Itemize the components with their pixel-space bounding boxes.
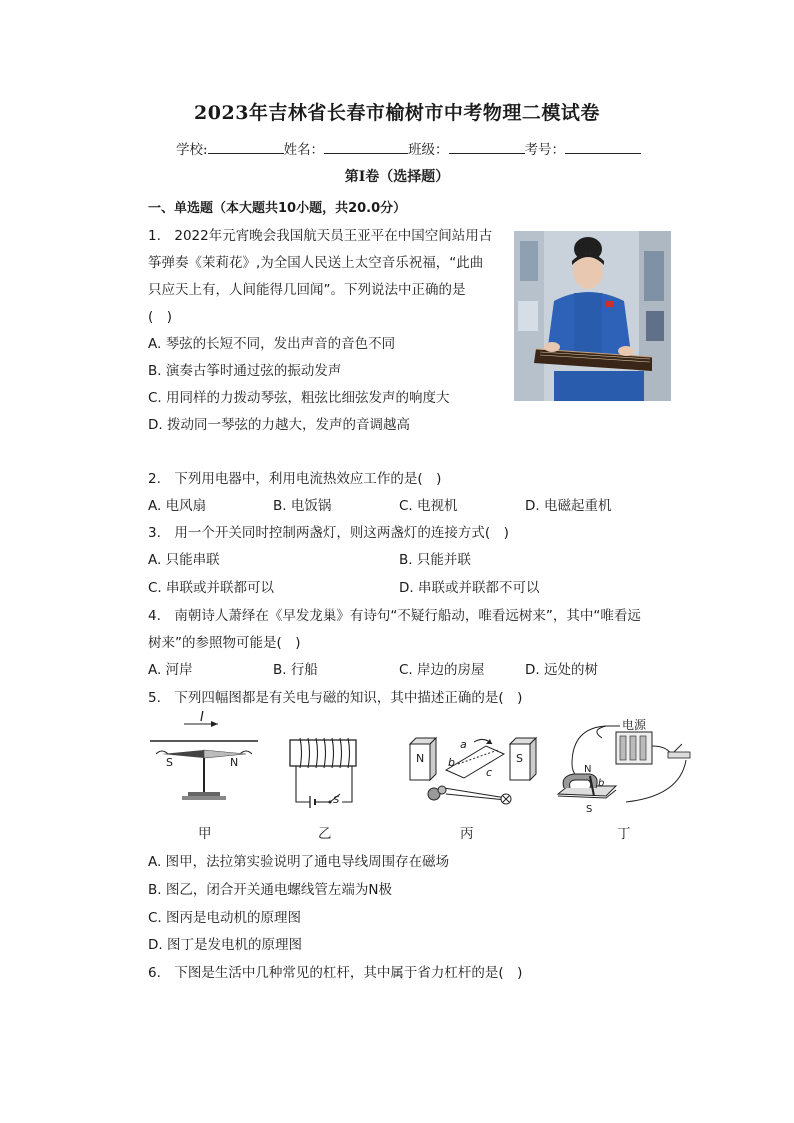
fig-yi-switch-label: S — [333, 795, 340, 806]
part-title: 第I卷（选择题） — [344, 169, 450, 185]
figure-jia-oersted — [148, 712, 260, 812]
school-label: 学校: — [176, 142, 208, 158]
q3-option-b: B. 只能并联 — [399, 552, 471, 568]
fig-ding-n-label: N — [584, 764, 592, 775]
q4-line-2: 树来”的参照物可能是( ) — [148, 635, 301, 651]
q2-stem: 2. 下列用电器中，利用电流热效应工作的是( ) — [148, 471, 442, 487]
q3-option-d: D. 串联或并联都不可以 — [399, 580, 540, 596]
q3-option-a: A. 只能串联 — [148, 552, 220, 568]
q1-option-b: B. 演奏古筝时通过弦的振动发声 — [148, 363, 342, 379]
q5-option-d: D. 图丁是发电机的原理图 — [148, 937, 302, 953]
figure-bing-magnet-wire — [406, 732, 540, 812]
section-title: 一、单选题（本大题共10小题，共20.0分） — [148, 201, 407, 216]
q1-line-3: 只应天上有，人间能得几回闻”。下列说法中正确的是 — [148, 282, 466, 298]
fig-jia-n-label: N — [230, 756, 239, 769]
name-blank — [324, 139, 408, 154]
q1-line-1: 1. 2022年元宵晚会我国航天员王亚平在中国空间站用古 — [148, 228, 493, 244]
q6-stem: 6. 下图是生活中几种常见的杠杆，其中属于省力杠杆的是( ) — [148, 965, 523, 981]
class-blank — [449, 139, 525, 154]
figure-ding-power-rail — [550, 716, 700, 818]
figure-yi-solenoid — [284, 736, 364, 812]
q1-option-a: A. 琴弦的长短不同，发出声音的音色不同 — [148, 336, 396, 352]
name-label: 姓名： — [283, 142, 325, 158]
q5-option-a: A. 图甲，法拉第实验说明了通电导线周围存在磁场 — [148, 854, 450, 870]
q4-option-c: C. 岸边的房屋 — [399, 662, 485, 678]
q5-option-c: C. 图丙是电动机的原理图 — [148, 910, 302, 926]
q2-option-d: D. 电磁起重机 — [525, 498, 612, 514]
fig-ding-s-label: S — [586, 804, 593, 815]
fig-bing-a-label: a — [460, 738, 467, 751]
q1-line-4: ( ) — [148, 309, 173, 325]
student-info-row — [176, 138, 641, 158]
fig-bing-n-label: N — [416, 752, 425, 765]
fig-label-jia: 甲 — [198, 826, 212, 842]
fig-label-ding: 丁 — [617, 826, 631, 842]
power-source-label: 电源 — [622, 718, 647, 732]
exam-title: 2023年吉林省长春市榆树市中考物理二模试卷 — [194, 102, 600, 124]
q3-stem: 3. 用一个开关同时控制两盏灯，则这两盏灯的连接方式( ) — [148, 525, 509, 541]
q2-option-c: C. 电视机 — [399, 498, 458, 514]
fig-bing-s-label: S — [516, 752, 523, 765]
q5-stem: 5. 下列四幅图都是有关电与磁的知识，其中描述正确的是( ) — [148, 690, 523, 706]
astronaut-guzheng-photo — [514, 231, 671, 401]
q5-option-b: B. 图乙，闭合开关通电螺线管左端为N极 — [148, 882, 392, 898]
fig-bing-b-label: b — [448, 756, 455, 769]
q1-option-c: C. 用同样的力拨动琴弦，粗弦比细弦发声的响度大 — [148, 390, 450, 406]
q4-option-a: A. 河岸 — [148, 662, 193, 678]
fig-jia-s-label: S — [166, 756, 173, 769]
q1-line-2: 筝弹奏《茉莉花》,为全国人民送上太空音乐祝福，“此曲 — [148, 255, 484, 271]
fig-label-bing: 丙 — [460, 826, 474, 842]
exam-number-label: 考号： — [524, 142, 566, 158]
q4-line-1: 4. 南朝诗人萧绎在《早发龙巢》有诗句“不疑行船动，唯看远树来”，其中“唯看远 — [148, 608, 641, 624]
q2-option-a: A. 电风扇 — [148, 498, 207, 514]
fig-ding-b-label: b — [598, 778, 605, 789]
school-blank — [208, 139, 284, 154]
q1-option-d: D. 拨动同一琴弦的力越大，发声的音调越高 — [148, 417, 410, 433]
q4-option-d: D. 远处的树 — [525, 662, 598, 678]
fig-label-yi: 乙 — [318, 826, 332, 842]
fig-bing-c-label: c — [486, 766, 493, 779]
q4-option-b: B. 行船 — [273, 662, 318, 678]
q3-option-c: C. 串联或并联都可以 — [148, 580, 275, 596]
exam-number-blank — [565, 139, 641, 154]
current-symbol: I — [200, 710, 204, 725]
q2-option-b: B. 电饭锅 — [273, 498, 332, 514]
class-label: 班级： — [408, 142, 449, 158]
